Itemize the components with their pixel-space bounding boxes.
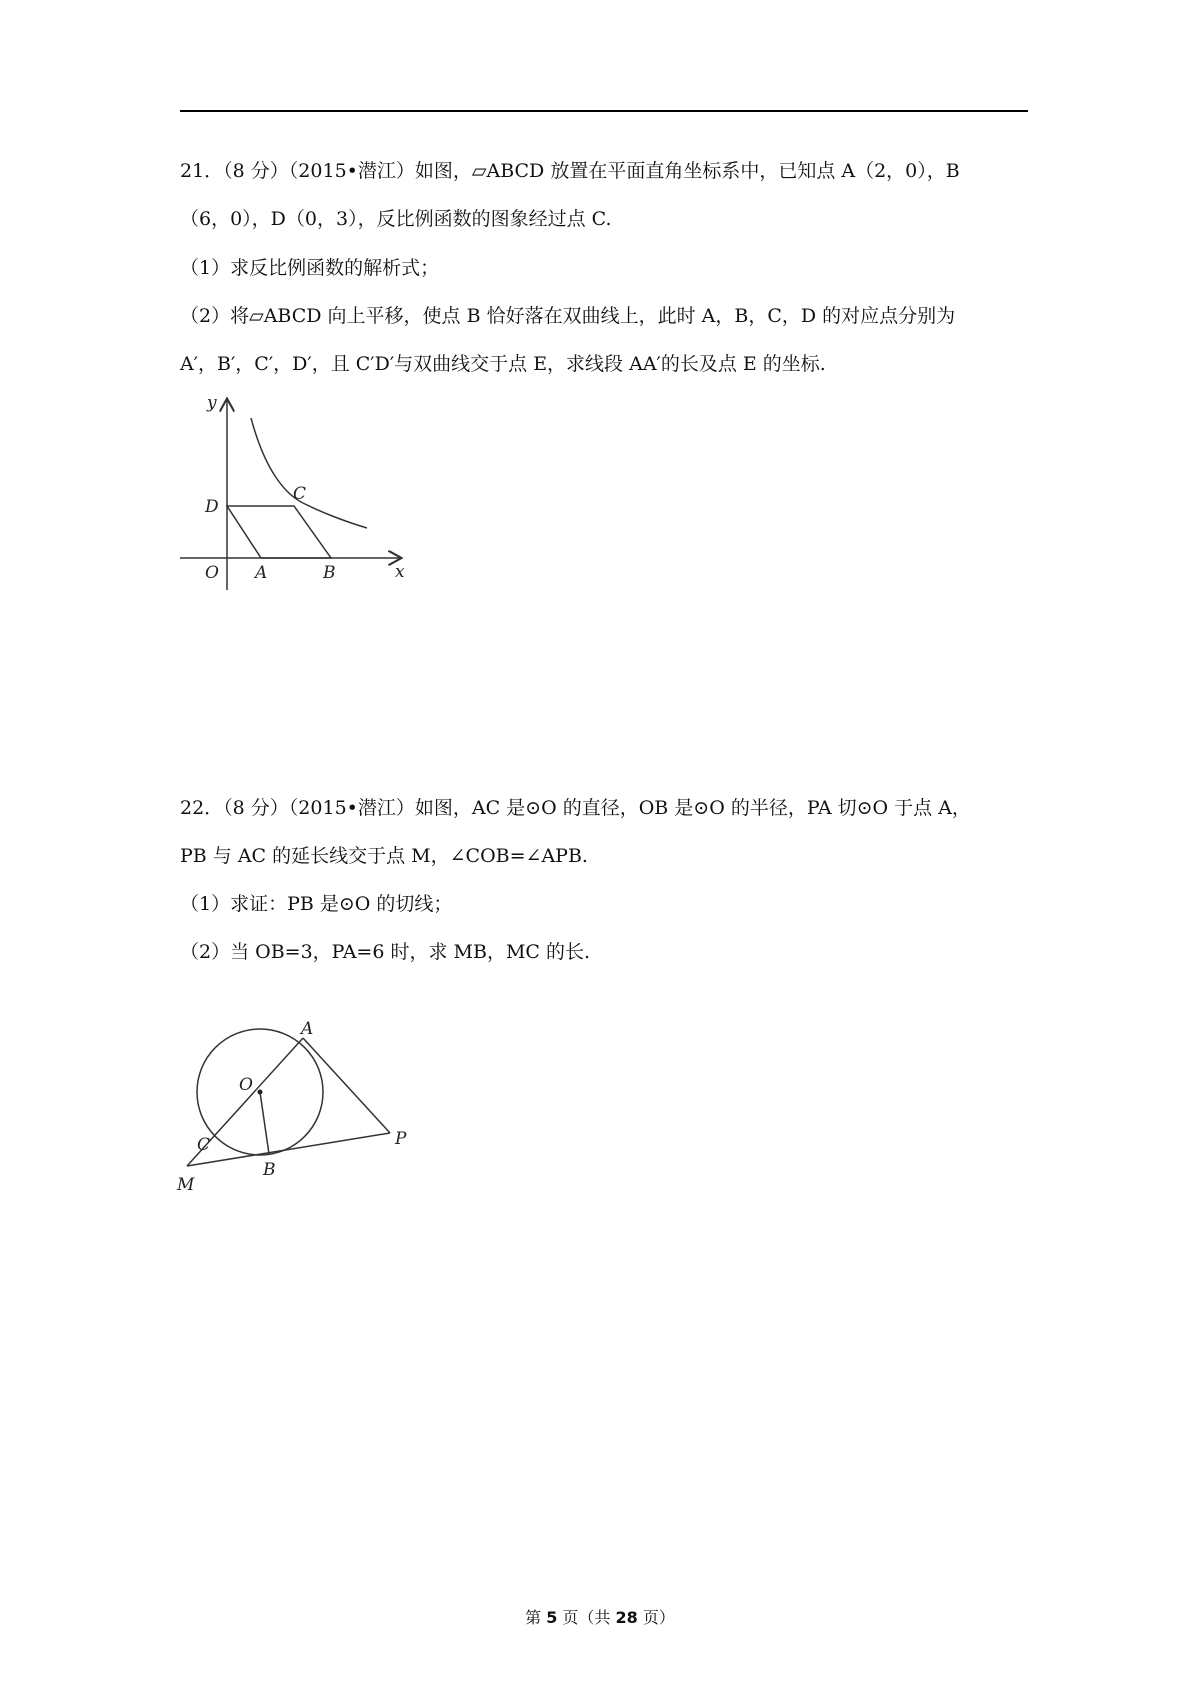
q21-part-1: （1）求反比例函数的解析式； bbox=[180, 257, 440, 279]
q22-part-1: （1）求证：PB 是⊙O 的切线； bbox=[180, 893, 453, 915]
q21-line-2: （6，0），D（0，3），反比例函数的图象经过点 C. bbox=[180, 208, 612, 230]
footer-page-number: 5 bbox=[546, 1608, 558, 1627]
q21-part-2-line-2: A′，B′，C′，D′，且 C′D′与双曲线交于点 E，求线段 AA′的长及点 E 的坐标. bbox=[180, 353, 826, 375]
q21-label-b: B bbox=[323, 563, 336, 583]
q22-figure bbox=[175, 1020, 415, 1204]
q21-hyperbola bbox=[251, 418, 367, 528]
page-footer bbox=[0, 1607, 1200, 1629]
q21-label-y: y bbox=[207, 393, 217, 413]
q22-line-1: 22．（8 分）（2015•潜江）如图，AC 是⊙O 的直径，OB 是⊙O 的半径，PA 切⊙O 于点 A， bbox=[180, 797, 971, 819]
q21-part-2-line-1: （2）将▱ABCD 向上平移，使点 B 恰好落在双曲线上，此时 A，B，C，D 的对应点分别为 bbox=[180, 305, 956, 327]
q22-label-a: A bbox=[301, 1020, 314, 1039]
q22-line-ap bbox=[303, 1038, 390, 1133]
q22-label-c: C bbox=[197, 1135, 211, 1155]
q21-line-1: 21．（8 分）（2015•潜江）如图，▱ABCD 放置在平面直角坐标系中，已知点 A（2，0），B bbox=[180, 160, 960, 182]
footer-prefix: 第 bbox=[525, 1608, 547, 1627]
header-rule bbox=[180, 110, 1028, 112]
q21-figure bbox=[175, 390, 415, 599]
q22-part-2: （2）当 OB=3，PA=6 时，求 MB，MC 的长. bbox=[180, 941, 591, 963]
footer-middle: 页（共 bbox=[557, 1608, 616, 1627]
q22-radius-ob bbox=[260, 1092, 269, 1154]
q22-label-p: P bbox=[395, 1129, 407, 1149]
q21-label-d: D bbox=[205, 497, 219, 517]
q21-label-c: C bbox=[293, 484, 307, 504]
q22-label-b: B bbox=[263, 1160, 276, 1180]
q22-line-2: PB 与 AC 的延长线交于点 M，∠COB=∠APB. bbox=[180, 845, 588, 867]
q22-center-dot bbox=[258, 1090, 263, 1095]
q21-label-o: O bbox=[205, 563, 219, 583]
q22-label-m: M bbox=[177, 1175, 195, 1195]
q22-label-o: O bbox=[239, 1075, 253, 1095]
q21-label-a: A bbox=[255, 563, 268, 583]
footer-suffix: 页） bbox=[637, 1608, 675, 1627]
q21-parallelogram bbox=[227, 506, 331, 558]
footer-total-pages: 28 bbox=[615, 1608, 638, 1627]
q21-label-x: x bbox=[395, 562, 405, 582]
